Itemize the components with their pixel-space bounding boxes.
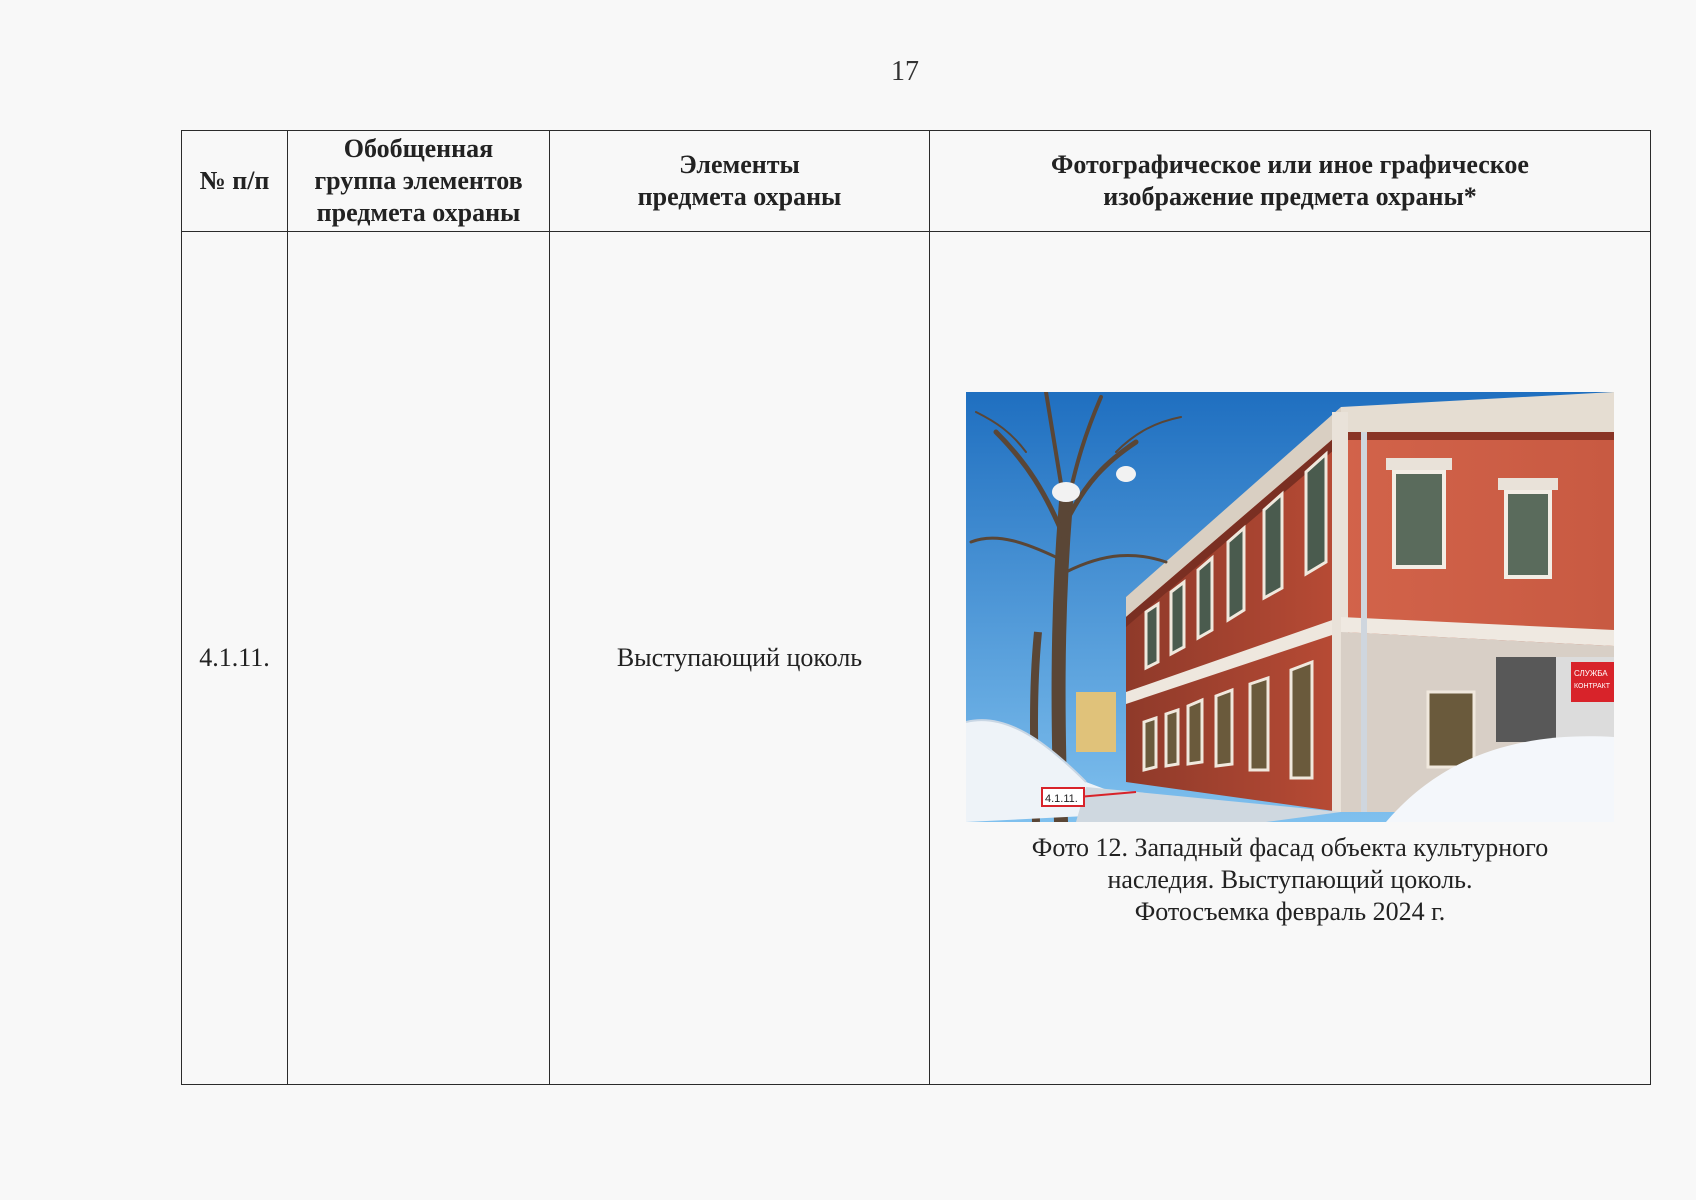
row-group [288,232,550,1085]
photo-marker-label: 4.1.11. [1045,793,1078,805]
table-header-row [182,131,1651,232]
row-number: 4.1.11. [182,232,288,1085]
row-image-cell [930,232,1651,1085]
page-number: 17 [891,56,919,87]
protection-table [181,130,1651,1085]
header-image: Фотографическое или иное графическое изображение предмета охраны* [930,131,1651,232]
poster-text: СЛУЖБА [1574,669,1608,678]
row-element: Выступающий цоколь [550,232,930,1085]
header-elements: Элементы предмета охраны [550,131,930,232]
photo-block [966,392,1614,928]
header-group: Обобщенная группа элементов предмета охраны [288,131,550,232]
facade-photo [966,392,1614,822]
photo-caption: Фото 12. Западный фасад объекта культурного наследия. Выступающий цоколь. Фотосъемка февраль 2024 г. [1031,833,1549,926]
poster-text: КОНТРАКТ [1574,683,1610,690]
table-row [182,232,1651,1085]
header-number: № п/п [182,131,288,232]
